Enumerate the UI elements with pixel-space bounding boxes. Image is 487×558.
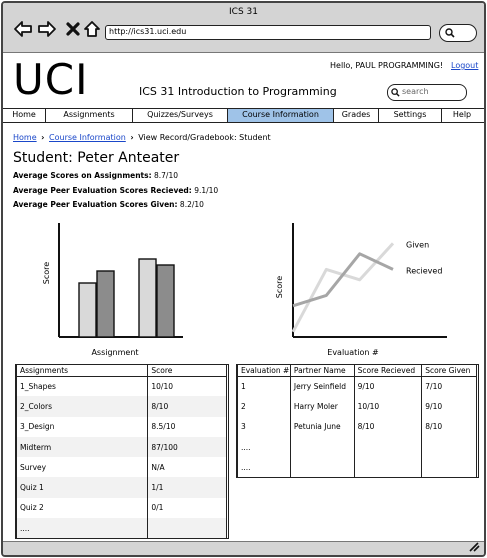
assignments-cell: 1/1 xyxy=(148,477,227,497)
table-row[interactable] xyxy=(17,518,227,538)
student-name: Student: Peter Anteater xyxy=(13,150,180,166)
bar-dark-1 xyxy=(97,271,114,337)
evaluations-header-cell: Score Recieved xyxy=(354,365,422,376)
table-row[interactable] xyxy=(238,396,477,416)
evaluations-cell xyxy=(290,437,354,457)
tab-course-information[interactable]: Course Information xyxy=(228,109,334,122)
breadcrumb-current: View Record/Gradebook: Student xyxy=(138,133,271,142)
assignments-cell: 1_Shapes xyxy=(17,376,148,396)
evaluations-cell xyxy=(422,437,477,457)
evaluations-cell: 9/10 xyxy=(422,396,477,416)
browser-chrome xyxy=(3,3,484,53)
evaluations-cell: 8/10 xyxy=(422,417,477,437)
uci-logo[interactable]: UCI xyxy=(13,55,89,104)
stat-avg-given: Average Peer Evaluation Scores Given: 8.2/10 xyxy=(13,200,204,209)
browser-search-field[interactable] xyxy=(439,24,477,42)
legend-label-given: Given xyxy=(406,240,430,250)
status-bar xyxy=(3,541,484,555)
back-arrow-icon[interactable] xyxy=(13,19,33,39)
table-row[interactable] xyxy=(238,376,477,396)
evaluations-cell: 8/10 xyxy=(354,417,422,437)
evaluations-cell: .... xyxy=(238,437,291,457)
evaluations-cell: .... xyxy=(238,457,291,477)
assignments-cell: .... xyxy=(17,518,148,538)
assignments-cell: N/A xyxy=(148,457,227,477)
evaluations-table xyxy=(237,365,477,477)
logout-link[interactable]: Logout xyxy=(451,61,479,70)
close-icon[interactable] xyxy=(63,19,83,39)
table-row[interactable] xyxy=(17,437,227,457)
assignments-cell xyxy=(148,518,227,538)
table-row[interactable] xyxy=(238,457,477,477)
assignments-cell: Midterm xyxy=(17,437,148,457)
assignments-cell: Quiz 1 xyxy=(17,477,148,497)
stat-avg-received: Average Peer Evaluation Scores Recieved: 9.1/10 xyxy=(13,186,219,195)
chevron-right-icon: › xyxy=(130,133,134,142)
evaluations-header-cell: Score Given xyxy=(422,365,477,376)
assignments-cell: 87/100 xyxy=(148,437,227,457)
line-series-given xyxy=(293,243,393,331)
user-greeting: Hello, PAUL PROGRAMMING! xyxy=(330,61,444,70)
browser-window xyxy=(1,1,486,557)
table-row[interactable] xyxy=(238,437,477,457)
tab-home[interactable]: Home xyxy=(3,109,46,122)
assignments-cell: Survey xyxy=(17,457,148,477)
search-icon xyxy=(391,88,400,97)
breadcrumb-home-link[interactable]: Home xyxy=(13,133,37,142)
assignment-bar-chart xyxy=(39,221,189,361)
assignments-cell: 0/1 xyxy=(148,498,227,518)
tab-assignments[interactable]: Assignments xyxy=(46,109,133,122)
main-nav xyxy=(3,108,484,123)
table-row[interactable] xyxy=(17,457,227,477)
breadcrumb-course-info-link[interactable]: Course Information xyxy=(49,133,126,142)
assignments-cell: 10/10 xyxy=(148,376,227,396)
tab-grades[interactable]: Grades xyxy=(334,109,379,122)
assignments-cell: 2_Colors xyxy=(17,396,148,416)
chevron-right-icon: › xyxy=(41,133,45,142)
evaluations-header-cell: Partner Name xyxy=(290,365,354,376)
evaluation-line-chart xyxy=(271,221,451,361)
assignments-table xyxy=(16,365,227,538)
evaluations-cell: Petunia June xyxy=(290,417,354,437)
search-icon xyxy=(445,28,455,38)
site-title: ICS 31 Introduction to Programming xyxy=(139,85,337,98)
bar-dark-2 xyxy=(157,265,174,337)
evaluations-cell: 2 xyxy=(238,396,291,416)
table-row[interactable] xyxy=(17,498,227,518)
assignments-header-cell: Score xyxy=(148,365,227,376)
resize-handle-icon[interactable] xyxy=(468,542,480,552)
evaluations-cell: 1 xyxy=(238,376,291,396)
tab-help[interactable]: Help xyxy=(452,110,472,119)
table-row[interactable] xyxy=(17,417,227,437)
site-search-input[interactable] xyxy=(387,84,467,101)
table-row[interactable] xyxy=(17,376,227,396)
table-row[interactable] xyxy=(17,477,227,497)
tab-quizzes-surveys[interactable]: Quizzes/Surveys xyxy=(133,109,228,122)
assignments-header-cell: Assignments xyxy=(17,365,148,376)
evaluations-cell xyxy=(354,457,422,477)
x-axis-label: Assignment xyxy=(91,348,139,357)
stat-avg-assignments: Average Scores on Assignments: 8.7/10 xyxy=(13,171,178,180)
home-icon[interactable] xyxy=(82,19,102,39)
assignments-table-frame xyxy=(15,364,229,539)
window-title: ICS 31 xyxy=(229,7,258,17)
evaluations-table-frame xyxy=(236,364,479,478)
forward-arrow-icon[interactable] xyxy=(37,19,57,39)
legend-label-recieved: Recieved xyxy=(406,266,443,276)
search-placeholder: search xyxy=(402,87,429,96)
assignments-cell: 8.5/10 xyxy=(148,417,227,437)
evaluations-cell xyxy=(354,437,422,457)
y-axis-label: Score xyxy=(275,275,284,299)
evaluations-cell: 3 xyxy=(238,417,291,437)
bar-light-1 xyxy=(79,283,96,337)
evaluations-cell: 10/10 xyxy=(354,396,422,416)
assignments-cell: 8/10 xyxy=(148,396,227,416)
evaluations-header-cell: Evaluation # xyxy=(238,365,291,376)
evaluations-cell xyxy=(290,457,354,477)
evaluations-cell xyxy=(422,457,477,477)
line-series-recieved xyxy=(293,254,393,306)
evaluations-cell: Jerry Seinfield xyxy=(290,376,354,396)
table-row[interactable] xyxy=(17,396,227,416)
url-bar[interactable]: http://ics31.uci.edu xyxy=(105,25,431,40)
x-axis-label: Evaluation # xyxy=(327,348,379,357)
evaluations-cell: 9/10 xyxy=(354,376,422,396)
bar-light-2 xyxy=(139,259,156,337)
breadcrumb xyxy=(13,133,271,142)
assignments-cell: Quiz 2 xyxy=(17,498,148,518)
evaluations-cell: Harry Moler xyxy=(290,396,354,416)
table-row[interactable] xyxy=(238,417,477,437)
tab-settings[interactable]: Settings xyxy=(379,109,442,122)
evaluations-cell: 7/10 xyxy=(422,376,477,396)
assignments-cell: 3_Design xyxy=(17,417,148,437)
y-axis-label: Score xyxy=(42,261,51,285)
